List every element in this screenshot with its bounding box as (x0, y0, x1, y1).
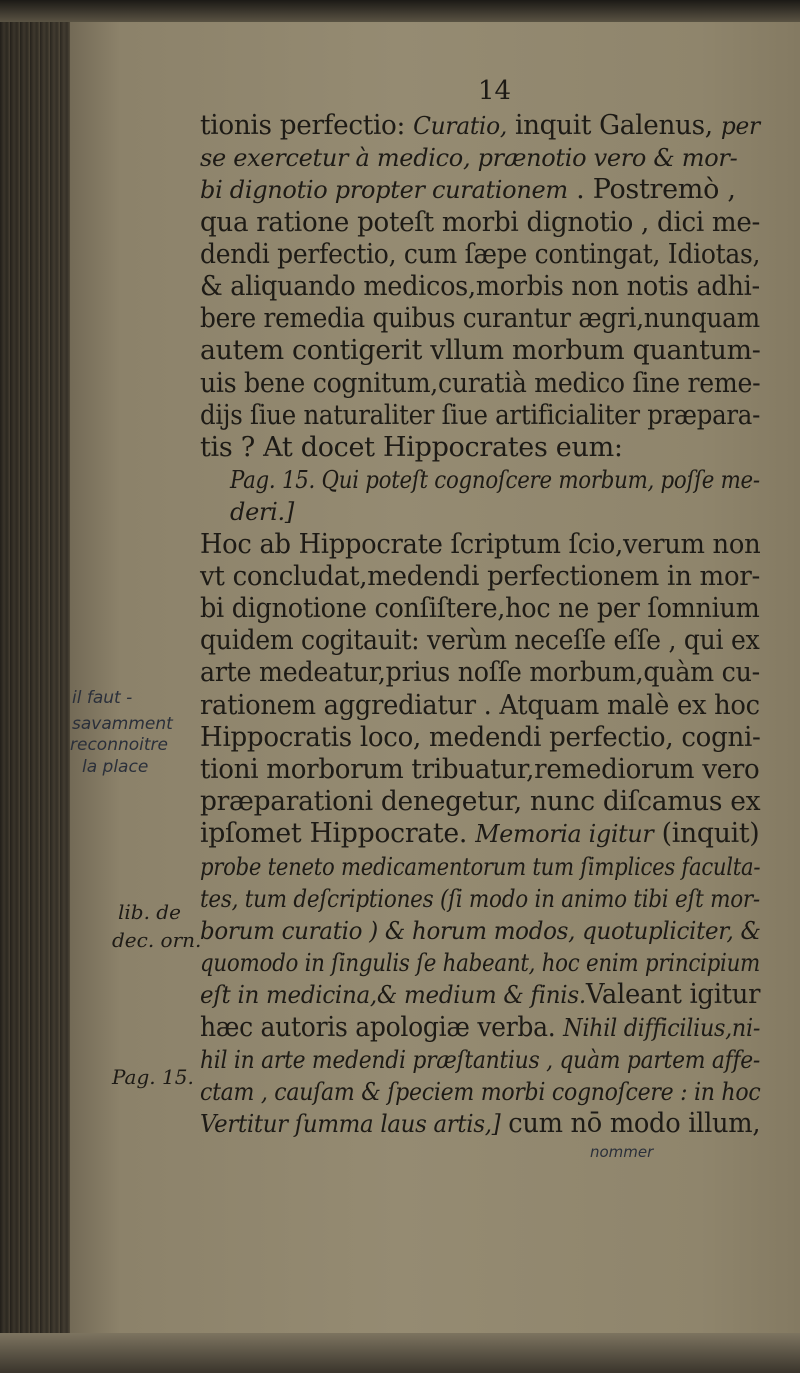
italic-text: Memoria igitur (475, 820, 654, 849)
text-line (200, 851, 760, 883)
roman-text: uis bene cognitum,curatià medico ſine reme- (200, 367, 761, 399)
page-top-edge (0, 0, 800, 22)
text-line (200, 271, 760, 303)
italic-text: bi dignotio propter curationem (200, 176, 568, 205)
page-number: 14 (478, 76, 512, 106)
text-line (230, 496, 294, 528)
page-bottom-edge (0, 1333, 800, 1373)
text-line (200, 561, 760, 593)
text-line (200, 979, 760, 1011)
italic-text: tes, tum deſcriptiones (ſi modo in animo tibi eſt mor- (200, 884, 760, 913)
text-line (200, 754, 759, 786)
roman-text: hæc autoris apologiæ verba. (200, 1011, 564, 1043)
text-line (200, 1012, 760, 1044)
text-line (200, 368, 760, 400)
text-line (200, 883, 760, 915)
text-line (200, 529, 760, 561)
roman-text: qua ratione poteſt morbi dignotio , dici me- (200, 206, 761, 238)
roman-text: autem contigerit vllum morbum quantum- (200, 335, 761, 367)
italic-text: Nihil difficilius,ni- (563, 1013, 761, 1042)
margin-note-lib: lib. de (118, 900, 181, 924)
italic-text: quomodo in ſingulis ſe habeant, hoc enim principium (200, 949, 761, 978)
italic-text: Curatio, (413, 112, 507, 140)
roman-text: præparationi denegetur, nunc diſcamus ex (200, 786, 761, 818)
roman-text: Hoc ab Hippocrate ſcriptum ſcio,verum non (200, 528, 761, 560)
text-line (200, 818, 759, 850)
text-line (200, 722, 761, 754)
book-gutter (0, 0, 70, 1373)
text-line (200, 207, 760, 239)
text-line (200, 786, 760, 818)
handwritten-note-5: nommer (590, 1143, 654, 1161)
roman-text: dendi perfectio, cum ſæpe contingat, Idiotas, (200, 238, 761, 270)
roman-text: rationem aggrediatur . Atquam malè ex hoc (200, 689, 760, 721)
text-line (200, 657, 760, 689)
roman-text: Valeant igitur (585, 979, 761, 1011)
text-line (200, 690, 760, 722)
italic-text: per (720, 112, 760, 140)
roman-text: cum nō modo illum, (500, 1108, 761, 1140)
text-line (200, 625, 759, 657)
roman-text: & aliquando medicos,morbis non notis adhi- (200, 271, 760, 302)
roman-text: tionis perfectio: (200, 110, 414, 141)
italic-text: Vertitur ſumma laus artis,] (200, 1110, 501, 1139)
roman-text: ipſomet Hippocrate. (200, 818, 476, 850)
roman-text: Hippocratis loco, medendi perfectio, cogni- (200, 721, 761, 753)
italic-text: ctam , cauſam & ſpeciem morbi cognoſcere : in hoc (200, 1078, 761, 1106)
handwritten-note-2: savamment (72, 714, 173, 734)
text-line (200, 110, 760, 142)
text-line (200, 303, 760, 335)
text-line (200, 335, 760, 367)
margin-note-dec: dec. orn. (112, 928, 202, 952)
roman-text: inquit Galenus, (506, 110, 721, 141)
text-line (200, 1076, 760, 1108)
roman-text: tis ? At docet Hippocrates eum: (200, 432, 623, 463)
roman-text: . Postremò , (567, 174, 736, 206)
roman-text: bi dignotione conſiſtere,hoc ne per ſomnium (200, 593, 760, 624)
text-line (230, 464, 760, 496)
roman-text: (inquit) (653, 818, 760, 850)
text-line (200, 1044, 760, 1076)
text-line (200, 239, 760, 271)
italic-text: deri.] (230, 498, 294, 527)
text-line (200, 915, 761, 947)
text-line (200, 400, 760, 432)
roman-text: vt concludat,medendi perfectionem in mor- (200, 560, 760, 592)
text-line (200, 947, 760, 979)
roman-text: dijs ſiue naturaliter ſiue artificialiter prӕpara- (200, 399, 761, 431)
italic-text: Pag. 15. Qui poteſt cognoſcere morbum, poſſe me- (230, 466, 760, 495)
roman-text: bere remedia quibus curantur ægri,nunquam (200, 303, 760, 335)
margin-note-pag: Pag. 15. (112, 1065, 194, 1089)
text-line (200, 593, 760, 625)
italic-text: borum curatio ) & horum modos, quotupliciter, & (200, 917, 761, 945)
roman-text: arte medeatur,prius noſſe morbum,quàm cu- (200, 657, 760, 689)
handwritten-note-1: il faut - (72, 688, 133, 708)
text-line (200, 1108, 760, 1140)
italic-text: hil in arte medendi præſtantius , quàm partem affe- (200, 1045, 761, 1074)
text-line (200, 142, 737, 174)
roman-text: tioni morborum tribuatur,remediorum vero (200, 754, 760, 785)
italic-text: se exercetur à medico, prænotio vero & mor- (200, 144, 738, 173)
roman-text: quidem cogitauit: verùm neceſſe eſſe , qui ex (200, 625, 760, 657)
handwritten-note-4: la place (82, 757, 149, 777)
italic-text: probe teneto medicamentorum tum ſimplices faculta- (200, 852, 761, 881)
italic-text: eſt in medicina,& medium & finis. (200, 981, 586, 1010)
text-line (200, 174, 736, 206)
text-line (200, 432, 623, 464)
handwritten-note-3: reconnoitre (70, 735, 168, 755)
